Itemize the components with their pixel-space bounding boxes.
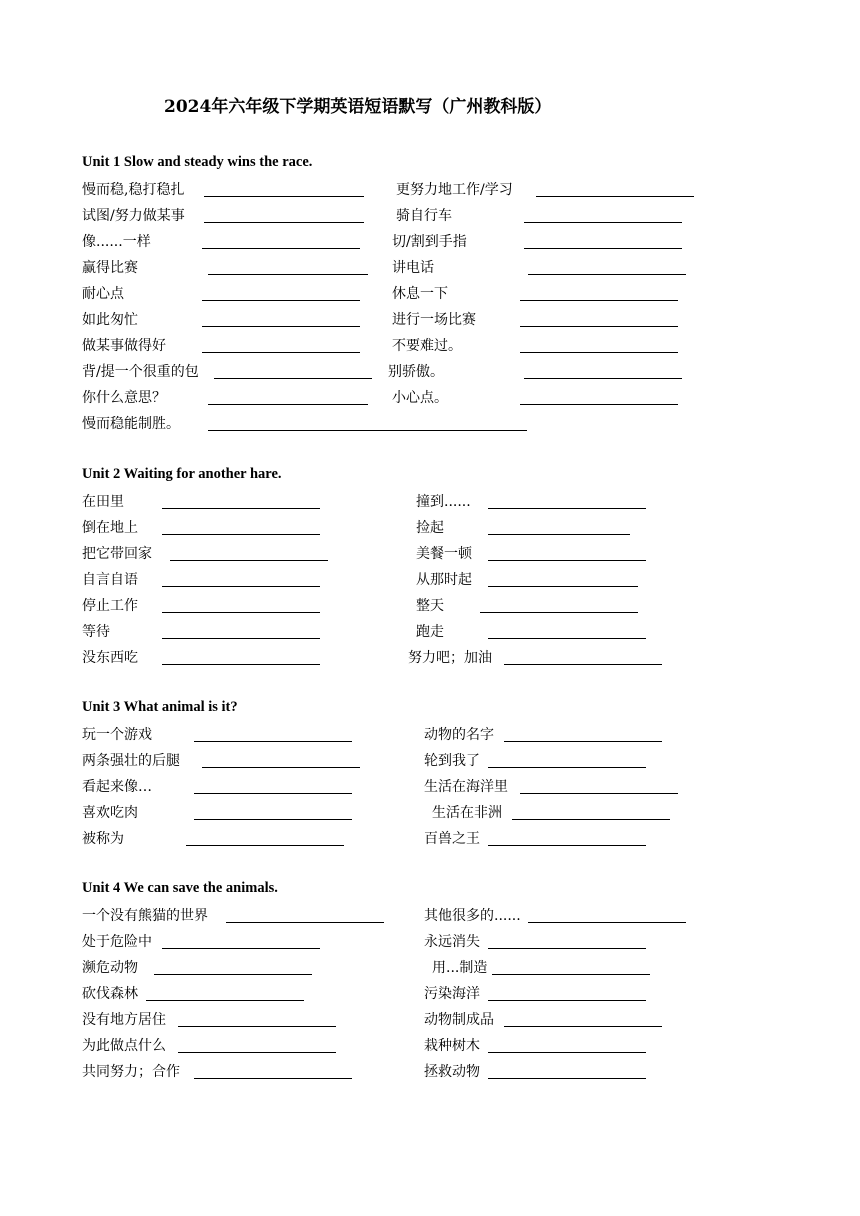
phrase-row — [0, 725, 860, 751]
answer-blank-right[interactable] — [488, 845, 646, 846]
phrase-left: 为此做点什么 — [82, 1038, 166, 1054]
phrase-left: 赢得比赛 — [82, 260, 138, 276]
answer-blank-right[interactable] — [528, 274, 686, 275]
answer-blank-left[interactable] — [194, 1078, 352, 1079]
phrase-left: 你什么意思？ — [82, 390, 166, 406]
phrase-row — [0, 751, 860, 777]
phrase-right: 努力吧；加油 — [408, 650, 492, 666]
phrase-left: 没有地方居住 — [82, 1012, 166, 1028]
phrase-right: 其他很多的...... — [424, 908, 521, 924]
phrase-left: 没东西吃 — [82, 650, 138, 666]
phrase-right: 跑走 — [416, 624, 444, 640]
phrase-row — [0, 1010, 860, 1036]
answer-blank-left[interactable] — [208, 430, 527, 431]
phrase-left: 像......一样 — [82, 234, 151, 250]
phrase-row — [0, 492, 860, 518]
answer-blank-left[interactable] — [226, 922, 384, 923]
phrase-right: 切/割到手指 — [392, 234, 467, 250]
phrase-row — [0, 310, 860, 336]
unit-heading: Unit 4 We can save the animals. — [82, 880, 278, 896]
answer-blank-right[interactable] — [488, 767, 646, 768]
answer-blank-right[interactable] — [520, 326, 678, 327]
answer-blank-left[interactable] — [202, 352, 360, 353]
answer-blank-right[interactable] — [512, 819, 670, 820]
phrase-row — [0, 518, 860, 544]
phrase-row — [0, 258, 860, 284]
phrase-right: 进行一场比赛 — [392, 312, 476, 328]
phrase-row — [0, 414, 860, 440]
phrase-right: 休息一下 — [392, 286, 448, 302]
answer-blank-right[interactable] — [488, 560, 646, 561]
phrase-right: 讲电话 — [392, 260, 434, 276]
phrase-right: 生活在非洲 — [432, 805, 502, 821]
answer-blank-left[interactable] — [162, 664, 320, 665]
answer-blank-left[interactable] — [208, 274, 368, 275]
phrase-left: 濒危动物 — [82, 960, 138, 976]
phrase-left: 试图/努力做某事 — [82, 208, 185, 224]
phrase-left: 如此匆忙 — [82, 312, 138, 328]
answer-blank-right[interactable] — [520, 404, 678, 405]
unit-heading: Unit 2 Waiting for another hare. — [82, 466, 282, 482]
phrase-row — [0, 958, 860, 984]
phrase-right: 捡起 — [416, 520, 444, 536]
phrase-right: 永远消失 — [424, 934, 480, 950]
phrase-left: 喜欢吃肉 — [82, 805, 138, 821]
phrase-row — [0, 906, 860, 932]
answer-blank-left[interactable] — [204, 196, 364, 197]
phrase-right: 别骄傲。 — [388, 364, 444, 380]
answer-blank-right[interactable] — [504, 1026, 662, 1027]
phrase-left: 玩一个游戏 — [82, 727, 152, 743]
phrase-right: 百兽之王 — [424, 831, 480, 847]
phrase-row — [0, 206, 860, 232]
phrase-left: 一个没有熊猫的世界 — [82, 908, 208, 924]
phrase-row — [0, 180, 860, 206]
answer-blank-right[interactable] — [520, 793, 678, 794]
phrase-right: 骑自行车 — [396, 208, 452, 224]
phrase-row — [0, 984, 860, 1010]
answer-blank-right[interactable] — [536, 196, 694, 197]
phrase-row — [0, 829, 860, 855]
answer-blank-right[interactable] — [488, 586, 638, 587]
page-title: 2024年六年级下学期英语短语默写（广州教科版） — [164, 97, 552, 117]
unit-heading: Unit 1 Slow and steady wins the race. — [82, 154, 313, 170]
unit-heading: Unit 3 What animal is it? — [82, 699, 238, 715]
phrase-right: 污染海洋 — [424, 986, 480, 1002]
answer-blank-left[interactable] — [202, 326, 360, 327]
phrase-row — [0, 232, 860, 258]
answer-blank-right[interactable] — [524, 378, 682, 379]
phrase-row — [0, 388, 860, 414]
answer-blank-right[interactable] — [524, 248, 682, 249]
answer-blank-left[interactable] — [146, 1000, 304, 1001]
answer-blank-right[interactable] — [488, 1052, 646, 1053]
answer-blank-left[interactable] — [154, 974, 312, 975]
answer-blank-left[interactable] — [194, 793, 352, 794]
answer-blank-left[interactable] — [178, 1052, 336, 1053]
phrase-right: 整天 — [416, 598, 444, 614]
phrase-left: 耐心点 — [82, 286, 124, 302]
phrase-left: 在田里 — [82, 494, 124, 510]
phrase-left: 被称为 — [82, 831, 124, 847]
answer-blank-left[interactable] — [202, 248, 360, 249]
phrase-left: 慢而稳,稳打稳扎 — [82, 182, 185, 198]
phrase-row — [0, 596, 860, 622]
phrase-row — [0, 803, 860, 829]
answer-blank-right[interactable] — [488, 508, 646, 509]
phrase-left: 两条强壮的后腿 — [82, 753, 180, 769]
phrase-row — [0, 1062, 860, 1088]
answer-blank-left[interactable] — [162, 534, 320, 535]
answer-blank-left[interactable] — [162, 508, 320, 509]
answer-blank-left[interactable] — [178, 1026, 336, 1027]
phrase-left: 处于危险中 — [82, 934, 152, 950]
answer-blank-left[interactable] — [162, 586, 320, 587]
answer-blank-left[interactable] — [186, 845, 344, 846]
answer-blank-left[interactable] — [170, 560, 328, 561]
phrase-right: 轮到我了 — [424, 753, 480, 769]
phrase-row — [0, 932, 860, 958]
answer-blank-right[interactable] — [488, 1078, 646, 1079]
answer-blank-left[interactable] — [208, 404, 368, 405]
phrase-right: 用...制造 — [432, 960, 488, 976]
phrase-left: 背/提一个很重的包 — [82, 364, 199, 380]
answer-blank-left[interactable] — [194, 741, 352, 742]
answer-blank-right[interactable] — [528, 922, 686, 923]
answer-blank-left[interactable] — [202, 300, 360, 301]
answer-blank-left[interactable] — [204, 222, 364, 223]
answer-blank-left[interactable] — [162, 638, 320, 639]
phrase-left: 停止工作 — [82, 598, 138, 614]
answer-blank-left[interactable] — [194, 819, 352, 820]
answer-blank-left[interactable] — [214, 378, 372, 379]
phrase-right: 更努力地工作/学习 — [396, 182, 513, 198]
phrase-left: 自言自语 — [82, 572, 138, 588]
phrase-right: 美餐一顿 — [416, 546, 472, 562]
phrase-left: 共同努力；合作 — [82, 1064, 180, 1080]
phrase-right: 生活在海洋里 — [424, 779, 508, 795]
phrase-left: 把它带回家 — [82, 546, 152, 562]
answer-blank-right[interactable] — [492, 974, 650, 975]
phrase-row — [0, 570, 860, 596]
phrase-left: 砍伐森林 — [82, 986, 138, 1002]
answer-blank-right[interactable] — [504, 741, 662, 742]
answer-blank-right[interactable] — [488, 534, 630, 535]
answer-blank-right[interactable] — [488, 1000, 646, 1001]
phrase-right: 栽种树木 — [424, 1038, 480, 1054]
answer-blank-left[interactable] — [162, 612, 320, 613]
answer-blank-left[interactable] — [202, 767, 360, 768]
phrase-left: 倒在地上 — [82, 520, 138, 536]
phrase-right: 拯救动物 — [424, 1064, 480, 1080]
answer-blank-right[interactable] — [520, 300, 678, 301]
phrase-row — [0, 284, 860, 310]
phrase-row — [0, 336, 860, 362]
phrase-row — [0, 544, 860, 570]
phrase-right: 动物的名字 — [424, 727, 494, 743]
phrase-right: 不要难过。 — [392, 338, 462, 354]
answer-blank-right[interactable] — [480, 612, 638, 613]
phrase-right: 小心点。 — [392, 390, 448, 406]
answer-blank-right[interactable] — [524, 222, 682, 223]
phrase-row — [0, 777, 860, 803]
phrase-right: 撞到...... — [416, 494, 471, 510]
phrase-right: 从那时起 — [416, 572, 472, 588]
phrase-left: 等待 — [82, 624, 110, 640]
phrase-row — [0, 648, 860, 674]
phrase-left: 做某事做得好 — [82, 338, 166, 354]
phrase-row — [0, 1036, 860, 1062]
answer-blank-right[interactable] — [520, 352, 678, 353]
phrase-left: 慢而稳能制胜。 — [82, 416, 180, 432]
phrase-left: 看起来像… — [82, 779, 152, 795]
answer-blank-right[interactable] — [488, 638, 646, 639]
phrase-right: 动物制成品 — [424, 1012, 494, 1028]
phrase-row — [0, 622, 860, 648]
answer-blank-right[interactable] — [488, 948, 646, 949]
phrase-row — [0, 362, 860, 388]
answer-blank-left[interactable] — [162, 948, 320, 949]
answer-blank-right[interactable] — [504, 664, 662, 665]
